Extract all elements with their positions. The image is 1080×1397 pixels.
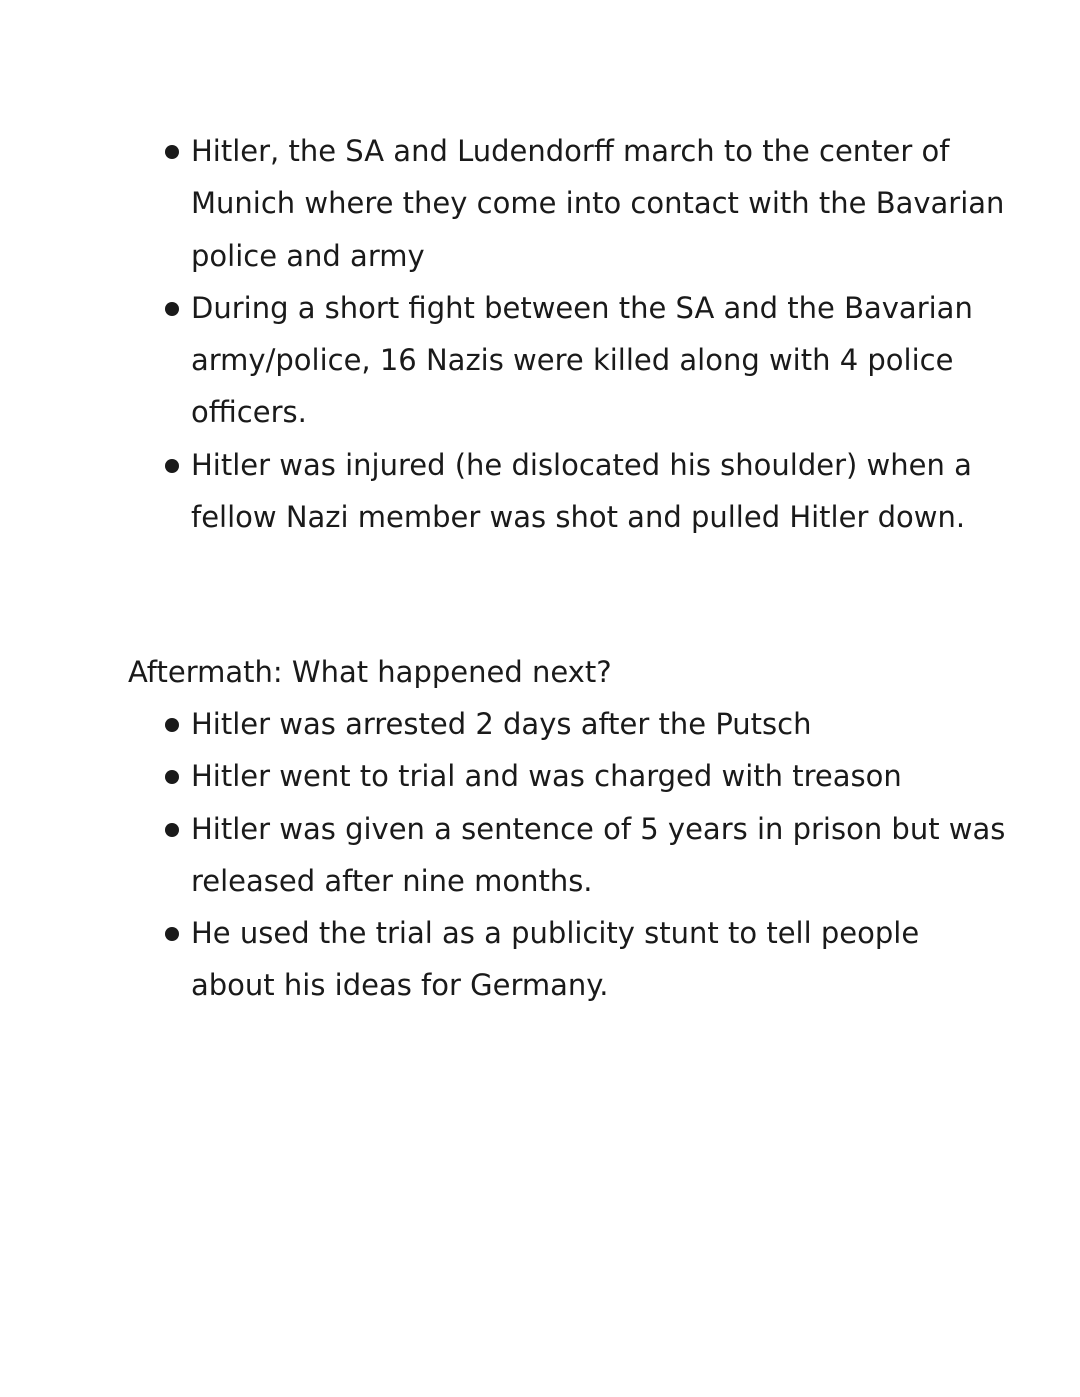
bullet-icon [165,718,179,732]
list-item [128,282,1011,439]
bullet-icon [165,302,179,316]
list-item [128,803,1011,908]
list-item [128,907,1011,1012]
bullet-icon [165,927,179,941]
bullet-icon [165,770,179,784]
list-item [128,698,1011,750]
list-item-text: During a short fight between the SA and the Bavarian army/police, 16 Nazis were killed along with 4 police officers. [191,290,973,430]
aftermath-list [128,698,1011,1012]
bullet-icon [165,459,179,473]
list-item-text: Hitler was injured (he dislocated his shoulder) when a fellow Nazi member was shot and pulled Hitler down. [191,447,972,535]
list-item [128,750,1011,802]
aftermath-heading: Aftermath: What happened next? [128,655,612,689]
list-item [128,125,1011,282]
list-item-text: Hitler was given a sentence of 5 years in prison but was released after nine months. [191,811,1006,898]
list-item [128,439,1011,544]
list-item-text: Hitler was arrested 2 days after the Putsch [191,707,812,741]
bullet-icon [165,145,179,159]
events-list [128,125,1011,543]
list-item-text: Hitler went to trial and was charged with treason [191,759,902,794]
list-item-text: Hitler, the SA and Ludendorff march to the center of Munich where they come into contact with the Bavarian police and army [191,134,1005,273]
list-item-text: He used the trial as a publicity stunt to tell people about his ideas for Germany. [191,916,920,1003]
bullet-icon [165,823,179,837]
